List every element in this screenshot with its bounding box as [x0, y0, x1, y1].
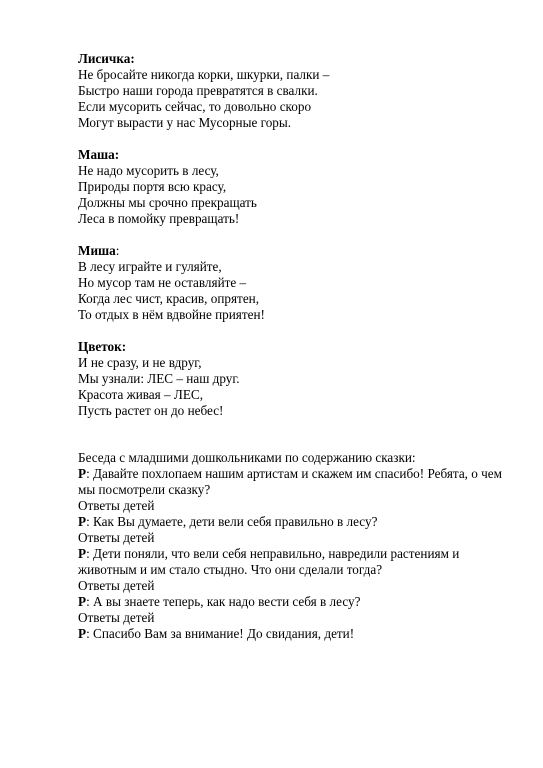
speaker-tag: Р [78, 626, 87, 641]
verse-line: Быстро наши города превратятся в свалки. [78, 83, 318, 98]
children-answer: Ответы детей [78, 578, 155, 593]
line-text: : Давайте похлопаем нашим артистам и скажем им спасибо! Ребята, о чем мы посмотрели сказку? [78, 466, 502, 497]
speaker-tag: Р [78, 594, 87, 609]
verse-line: Должны мы срочно прекращать [78, 195, 257, 210]
verse-line: Пусть растет он до небес! [78, 403, 224, 418]
speaker-heading [78, 243, 518, 259]
speaker-heading [78, 51, 518, 67]
speaker-heading [78, 339, 518, 355]
line-text: : А вы знаете теперь, как надо вести себя в лесу? [86, 594, 361, 609]
speaker-punct: : [114, 147, 120, 162]
stanza-misha [78, 243, 518, 323]
speaker-punct: : [121, 339, 127, 354]
teacher-line [78, 594, 518, 610]
teacher-line [78, 514, 518, 530]
speaker-punct: : [130, 51, 135, 66]
teacher-line [78, 546, 518, 578]
speaker-tag: Р [78, 514, 87, 529]
conversation-section [78, 450, 518, 642]
verse-line: То отдых в нём вдвойне приятен! [78, 307, 265, 322]
verse-line: Если мусорить сейчас, то довольно скоро [78, 99, 312, 114]
verse-line: Не надо мусорить в лесу, [78, 163, 219, 178]
children-answer: Ответы детей [78, 498, 155, 513]
verse-line: В лесу играйте и гуляйте, [78, 259, 222, 274]
speaker-name: Лисичка [78, 51, 131, 66]
line-text: : Как Вы думаете, дети вели себя правильно в лесу? [86, 514, 378, 529]
children-answer: Ответы детей [78, 610, 155, 625]
verse-line: Когда лес чист, красив, опрятен, [78, 291, 260, 306]
teacher-line [78, 466, 518, 498]
verse-line: Могут вырасти у нас Мусорные горы. [78, 115, 292, 130]
document-body [78, 51, 518, 642]
verse-line: Но мусор там не оставляйте – [78, 275, 247, 290]
stanza-lisichka [78, 51, 518, 131]
verse-line: Леса в помойку превращать! [78, 211, 240, 226]
stanza-masha [78, 147, 518, 227]
verse-line: Природы портя всю красу, [78, 179, 227, 194]
speaker-tag: Р [78, 466, 87, 481]
speaker-heading [78, 147, 518, 163]
stanza-tsvetok [78, 339, 518, 419]
children-answer: Ответы детей [78, 530, 155, 545]
speaker-name: Цветок [78, 339, 122, 354]
line-text: : Спасибо Вам за внимание! До свидания, дети! [86, 626, 355, 641]
speaker-name: Миша [78, 243, 116, 258]
teacher-line [78, 626, 518, 642]
verse-line: Мы узнали: ЛЕС – наш друг. [78, 371, 240, 386]
verse-line: Красота живая – ЛЕС, [78, 387, 204, 402]
conversation-intro: Беседа с младшими дошкольниками по содержанию сказки: [78, 450, 416, 465]
speaker-name: Маша [78, 147, 115, 162]
speaker-tag: Р [78, 546, 87, 561]
verse-line: Не бросайте никогда корки, шкурки, палки – [78, 67, 330, 82]
verse-line: И не сразу, и не вдруг, [78, 355, 202, 370]
line-text: : Дети поняли, что вели себя неправильно, навредили растениям и животным и им стало стыдно. Что они сделали тогда? [78, 546, 460, 577]
speaker-punct: : [115, 243, 120, 258]
